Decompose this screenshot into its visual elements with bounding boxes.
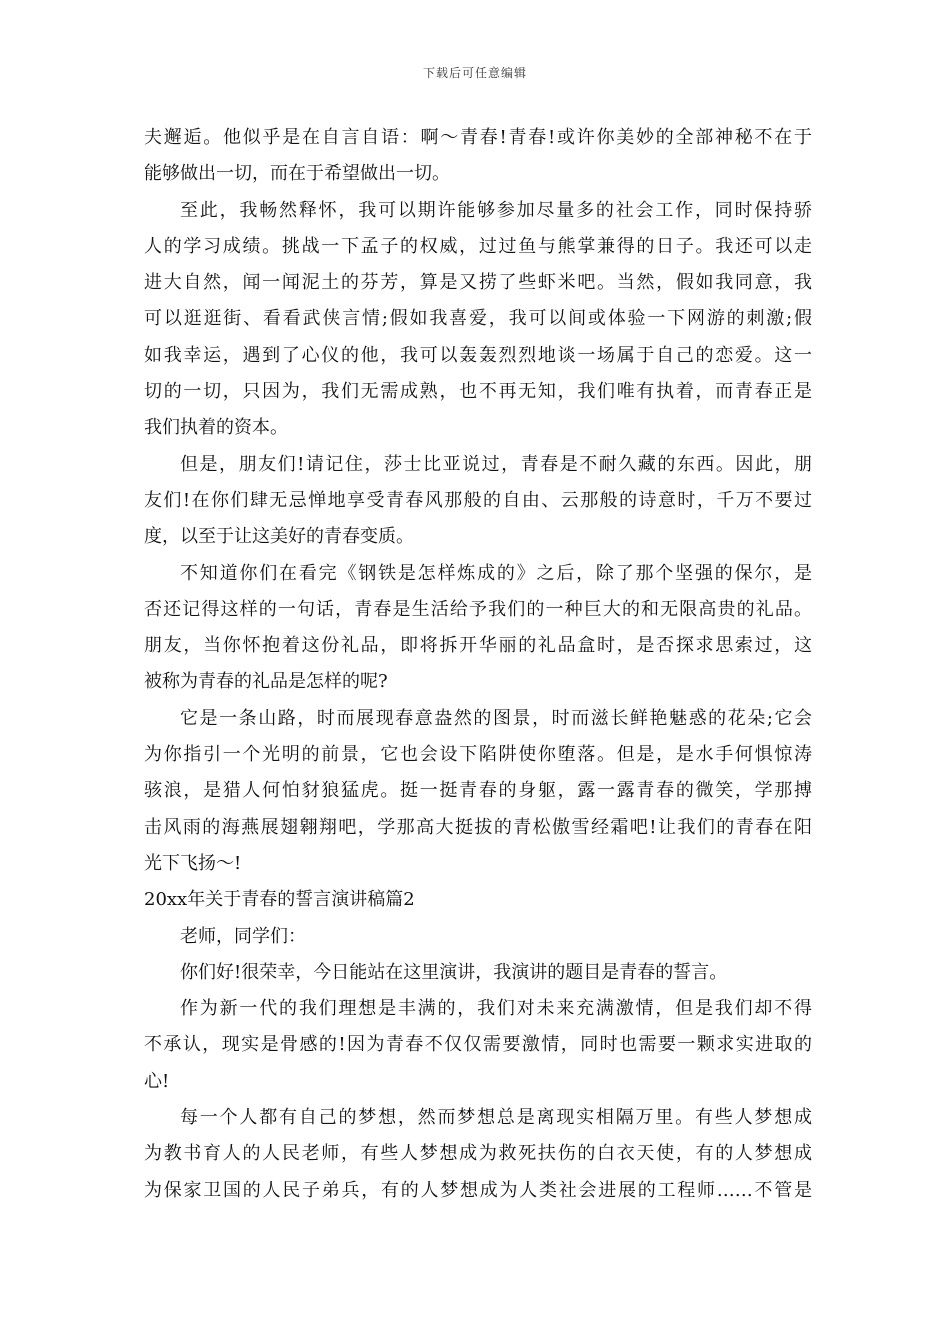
text-line: 不承认，现实是骨感的!因为青春不仅仅需要激情，同时也需要一颗求实进取的: [144, 1034, 812, 1056]
text-line: 夫邂逅。他似乎是在自言自语：啊～青春!青春!或许你美妙的全部神秘不在于: [144, 127, 812, 148]
text-line: 否还记得这样的一句话，青春是生活给予我们的一种巨大的和无限高贵的礼品。: [144, 598, 812, 620]
document-body: [144, 120, 812, 1209]
text-line: 它是一条山路，时而展现春意盎然的图景，时而滋长鲜艳魅惑的花朵;它会: [180, 707, 812, 729]
text-line: 度，以至于让这美好的青春变质。: [144, 526, 414, 548]
text-line: 朋友，当你怀抱着这份礼品，即将拆开华丽的礼品盒时，是否探求思索过，这: [144, 635, 812, 657]
text-line: 能够做出一切，而在于希望做出一切。: [144, 163, 450, 185]
text-line: 如我幸运，遇到了心仪的他，我可以轰轰烈烈地谈一场属于自己的恋爱。这一: [144, 344, 812, 366]
text-line: 我们执着的资本。: [144, 417, 288, 439]
page-header: 下载后可任意编辑: [422, 66, 527, 80]
text-line: 作为新一代的我们理想是丰满的，我们对未来充满激情，但是我们却不得: [180, 998, 812, 1020]
text-line: 你们好!很荣幸，今日能站在这里演讲，我演讲的题目是青春的誓言。: [180, 961, 728, 983]
text-line: 人的学习成绩。挑战一下孟子的权威，过过鱼与熊掌兼得的日子。我还可以走: [144, 235, 812, 257]
text-line: 为教书育人的人民老师，有些人梦想成为救死扶伤的白衣天使，有的人梦想成: [144, 1143, 812, 1165]
text-line: 击风雨的海燕展翅翱翔吧，学那高大挺拔的青松傲雪经霜吧!让我们的青春在阳: [144, 816, 812, 838]
text-line: 心!: [144, 1070, 170, 1092]
text-line: 切的一切，只因为，我们无需成熟，也不再无知，我们唯有执着，而青春正是: [144, 381, 812, 403]
text-line: 为你指引一个光明的前景，它也会设下陷阱使你堕落。但是，是水手何惧惊涛: [144, 744, 812, 766]
text-line: 不知道你们在看完《钢铁是怎样炼成的》之后，除了那个坚强的保尔，是: [180, 562, 812, 584]
text-line: 被称为青春的礼品是怎样的呢?: [144, 671, 388, 693]
text-line: 但是，朋友们!请记住，莎士比亚说过，青春是不耐久藏的东西。因此，朋: [180, 453, 812, 475]
text-line: 每一个人都有自己的梦想，然而梦想总是离现实相隔万里。有些人梦想成: [180, 1107, 812, 1129]
text-line: 为保家卫国的人民子弟兵，有的人梦想成为人类社会进展的工程师……不管是: [144, 1179, 812, 1201]
text-line: 骇浪，是猎人何怕豺狼猛虎。挺一挺青春的身躯，露一露青春的微笑，学那搏: [144, 780, 812, 802]
text-line: 友们!在你们肆无忌惮地享受青春风那般的自由、云那般的诗意时，千万不要过: [144, 489, 812, 511]
text-line: 进大自然，闻一闻泥土的芬芳，算是又捞了些虾米吧。当然，假如我同意，我: [144, 272, 812, 294]
text-line: 光下飞扬～!: [144, 852, 242, 874]
text-line: 20xx年关于青春的誓言演讲稿篇2: [144, 889, 415, 911]
text-line: 可以逛逛街、看看武侠言情;假如我喜爱，我可以间或体验一下网游的刺激;假: [144, 308, 812, 330]
text-line: 老师，同学们：: [180, 925, 306, 947]
text-line: 至此，我畅然释怀，我可以期许能够参加尽量多的社会工作，同时保持骄: [180, 199, 812, 221]
